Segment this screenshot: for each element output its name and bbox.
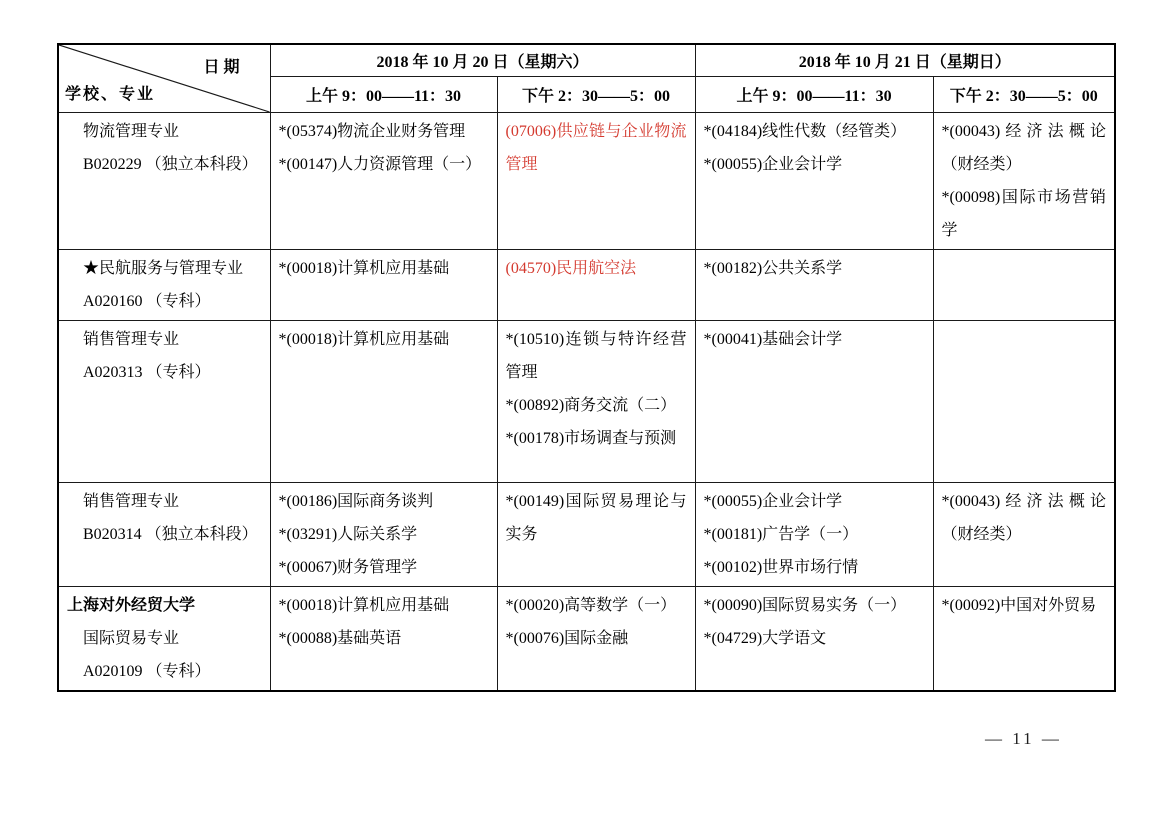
course-item: *(00018)计算机应用基础 — [278, 260, 450, 277]
schedule-row — [58, 250, 1115, 321]
course-item-highlighted: (04570)民用航空法 — [505, 260, 637, 277]
course-item: *(00147)人力资源管理（一） — [278, 156, 482, 173]
school-line: B020314 （独立本科段） — [83, 526, 258, 543]
session-courses-cell — [933, 587, 1115, 692]
course-item: *(00182)公共关系学 — [703, 260, 843, 277]
school-line: 国际贸易专业 — [83, 630, 180, 647]
session-courses-cell — [270, 321, 497, 483]
course-item: *(00043)经济法概论（财经类） — [941, 123, 1107, 173]
session-courses-cell — [497, 113, 695, 250]
course-item: *(00102)世界市场行情 — [703, 559, 859, 576]
school-line: A020160 （专科） — [83, 293, 211, 310]
course-item: *(10510)连锁与特许经营管理 — [505, 331, 687, 381]
course-item: *(04729)大学语文 — [703, 630, 827, 647]
school-major-cell — [58, 321, 270, 483]
course-item: *(04184)线性代数（经管类） — [703, 123, 907, 140]
page-number: — 11 — — [985, 729, 1062, 748]
day-header-sunday: 2018 年 10 月 21 日（星期日） — [695, 44, 1115, 77]
course-item: *(00186)国际商务谈判 — [278, 493, 434, 510]
school-major-cell — [58, 483, 270, 587]
school-line: 上海对外经贸大学 — [67, 597, 196, 614]
course-item: *(00092)中国对外贸易 — [941, 597, 1097, 614]
session-courses-cell — [695, 483, 933, 587]
session-courses-cell — [933, 483, 1115, 587]
course-item: *(00181)广告学（一） — [703, 526, 859, 543]
course-item: *(00020)高等数学（一） — [505, 597, 677, 614]
course-item: *(00178)市场调查与预测 — [505, 430, 677, 447]
session-courses-cell — [270, 113, 497, 250]
schedule-row — [58, 113, 1115, 250]
course-item: *(00018)计算机应用基础 — [278, 597, 450, 614]
time-header-sun-pm: 下午 2：30——5：00 — [933, 77, 1115, 113]
school-major-cell — [58, 250, 270, 321]
schedule-row — [58, 587, 1115, 692]
session-courses-cell — [270, 587, 497, 692]
day-header-saturday: 2018 年 10 月 20 日（星期六） — [270, 44, 695, 77]
course-item: *(03291)人际关系学 — [278, 526, 418, 543]
school-major-cell — [58, 587, 270, 692]
session-courses-cell — [497, 321, 695, 483]
school-major-cell — [58, 113, 270, 250]
school-line: 销售管理专业 — [83, 493, 180, 510]
session-courses-cell — [270, 250, 497, 321]
course-item: *(00149)国际贸易理论与实务 — [505, 493, 687, 543]
schedule-row — [58, 483, 1115, 587]
course-item: *(00043)经济法概论（财经类） — [941, 493, 1107, 543]
course-item: *(00892)商务交流（二） — [505, 397, 677, 414]
course-item: *(00055)企业会计学 — [703, 493, 843, 510]
session-courses-cell — [695, 321, 933, 483]
session-courses-cell — [270, 483, 497, 587]
corner-header-cell — [58, 44, 270, 113]
session-courses-cell — [933, 250, 1115, 321]
course-item-highlighted: (07006)供应链与企业物流管理 — [505, 123, 687, 173]
session-courses-cell — [497, 587, 695, 692]
course-item: *(00055)企业会计学 — [703, 156, 843, 173]
corner-date-label: 日期 — [203, 59, 244, 76]
session-courses-cell — [497, 250, 695, 321]
school-line: B020229 （独立本科段） — [83, 156, 258, 173]
time-header-sat-am: 上午 9：00——11：30 — [270, 77, 497, 113]
school-line: 销售管理专业 — [83, 331, 180, 348]
time-header-sun-am: 上午 9：00——11：30 — [695, 77, 933, 113]
school-line: A020109 （专科） — [83, 663, 211, 680]
course-item: *(00041)基础会计学 — [703, 331, 843, 348]
session-courses-cell — [933, 321, 1115, 483]
school-line: A020313 （专科） — [83, 364, 211, 381]
course-item: *(00067)财务管理学 — [278, 559, 418, 576]
course-item: *(00090)国际贸易实务（一） — [703, 597, 907, 614]
school-line: ★民航服务与管理专业 — [83, 260, 244, 277]
course-item: *(00088)基础英语 — [278, 630, 402, 647]
time-header-sat-pm: 下午 2：30——5：00 — [497, 77, 695, 113]
session-courses-cell — [695, 113, 933, 250]
course-item: *(00018)计算机应用基础 — [278, 331, 450, 348]
schedule-row — [58, 321, 1115, 483]
school-line: 物流管理专业 — [83, 123, 180, 140]
course-item: *(05374)物流企业财务管理 — [278, 123, 466, 140]
session-courses-cell — [695, 587, 933, 692]
session-courses-cell — [497, 483, 695, 587]
course-item: *(00076)国际金融 — [505, 630, 629, 647]
session-courses-cell — [695, 250, 933, 321]
course-item: *(00098)国际市场营销学 — [941, 189, 1107, 239]
exam-schedule-table — [57, 43, 1116, 692]
session-courses-cell — [933, 113, 1115, 250]
corner-school-label: 学校、专业 — [65, 86, 156, 103]
